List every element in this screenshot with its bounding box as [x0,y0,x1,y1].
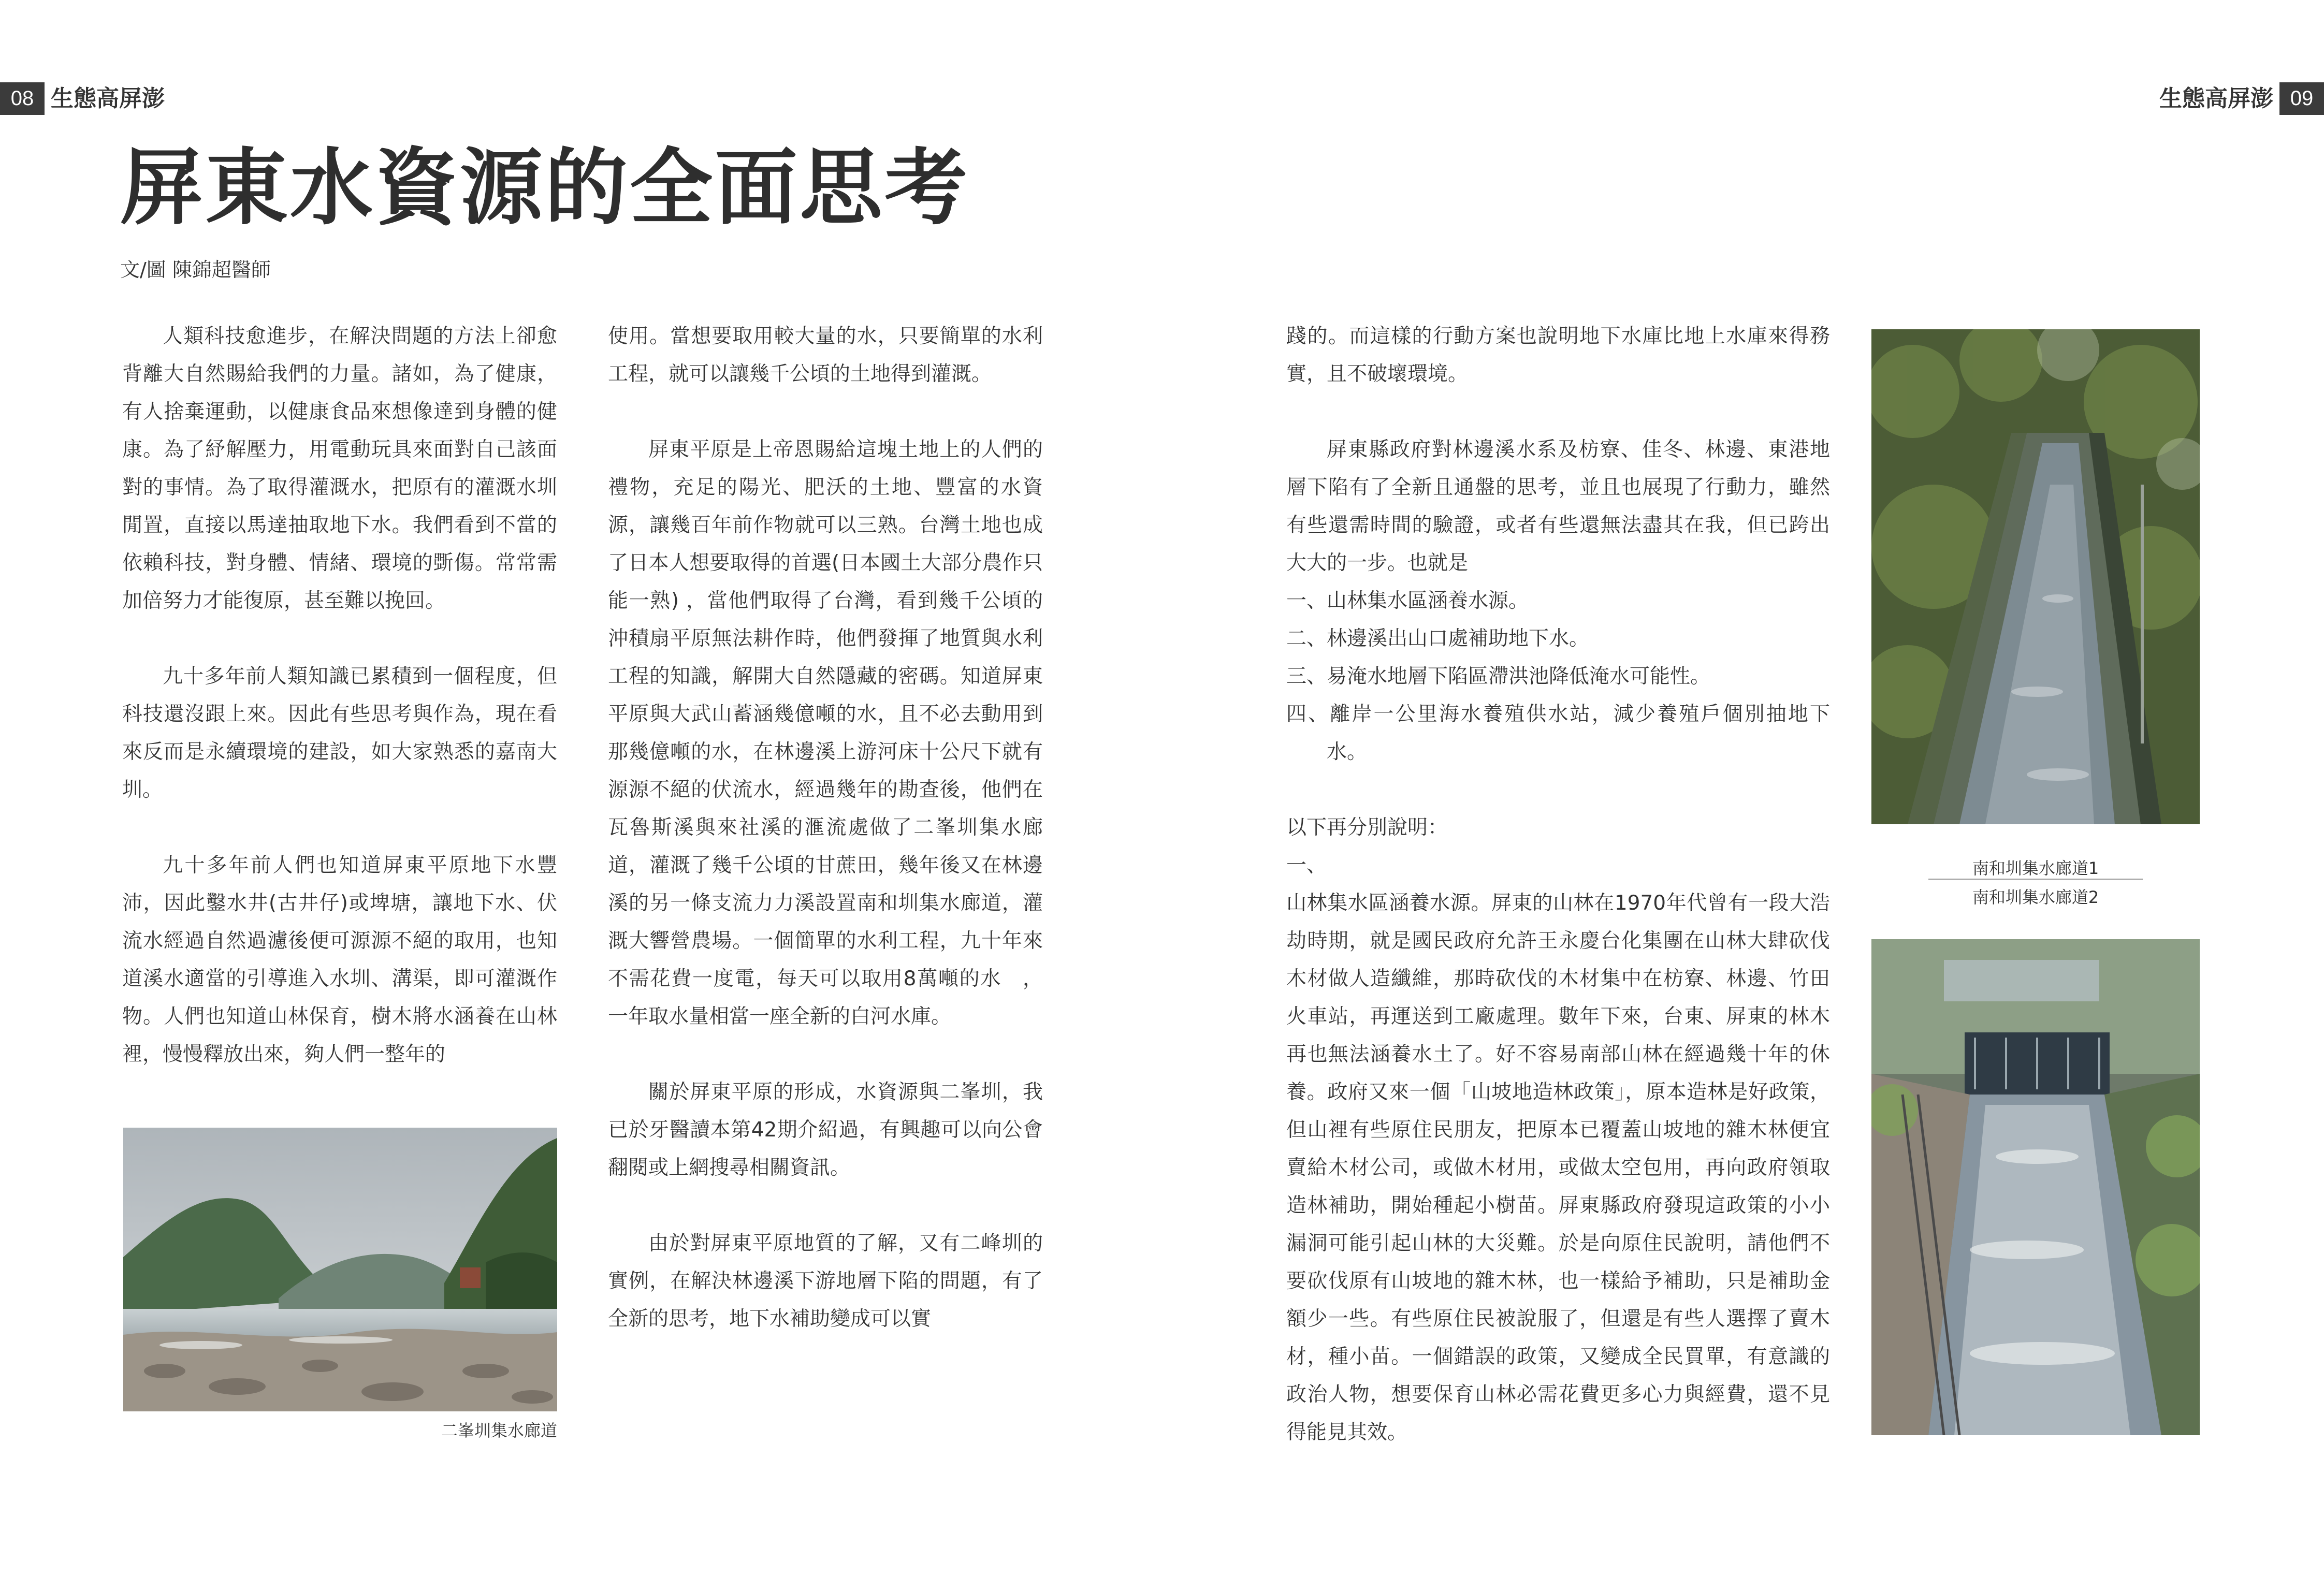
caption-right-photo-2: 南和圳集水廊道2 [1972,887,2099,907]
column-3 [1286,317,1830,1451]
left-section-title: 生態高屏澎 [51,85,165,112]
photo-nanhe-canal-1 [1871,329,2200,824]
column-2 [608,317,1043,1338]
left-page-number: 08 [0,82,45,115]
photo-erfeng-canal [123,1128,557,1411]
paragraph: 九十多年前人類知識已累積到一個程度，但科技還沒跟上來。因此有些思考與作為，現在看來反而是永續環境的建設，如大家熟悉的嘉南大圳。 [122,665,557,801]
column-1 [122,317,557,1073]
paragraph: 使用。當想要取用較大量的水，只要簡單的水利工程，就可以讓幾千公頃的土地得到灌溉。 [608,325,1043,386]
paragraph: 屏東縣政府對林邊溪水系及枋寮、佳冬、林邊、東港地層下陷有了全新且通盤的思考，並且也展現了行動力，雖然有些還需時間的驗證，或者有些還無法盡其在我，但已跨出大大的一步。也就是 [1286,438,1830,575]
caption-divider [1928,879,2143,880]
caption-left-photo: 二峯圳集水廊道 [441,1421,557,1440]
right-page-number: 09 [2279,82,2324,115]
article-title: 屏東水資源的全面思考 [120,139,970,236]
paragraph: 屏東平原是上帝恩賜給這塊土地上的人們的禮物，充足的陽光、肥沃的土地、豐富的水資源，讓幾百年前作物就可以三熟。台灣土地也成了日本人想要取得的首選(日本國土大部分農作只能一熟) ，當他們取得了台灣，看到幾千公頃的沖積扇平原無法耕作時，他們發揮了地質與水利工程的知識，解開大自然隱藏的密碼。知道屏東平原與大武山蓄涵幾億噸的水，且不必去動用到那幾億噸的水，在林邊溪上游河床十公尺下就有源源不絕的伏流水，經過幾年的勘查後，他們在瓦魯斯溪與來社溪的滙流處做了二峯圳集水廊道，灌溉了幾千公頃的甘蔗田，幾年後又在林邊溪的另一條支流力力溪設置南和圳集水廊道，灌溉大響營農場。一個簡單的水利工程，九十年來不需花費一度電，每天可以取用8萬噸的水 ，一年取水量相當一座全新的白河水庫。 [608,438,1043,1028]
paragraph: 九十多年前人們也知道屏東平原地下水豐沛，因此鑿水井(古井仔)或埤塘，讓地下水、伏流水經過自然過濾後便可源源不絕的取用，也知道溪水適當的引導進入水圳、溝渠，即可灌溉作物。人們也知道山林保育，樹木將水涵養在山林裡，慢慢釋放出來，夠人們一整年的 [122,854,557,1066]
right-section-title: 生態高屏澎 [2159,85,2273,112]
paragraph: 人類科技愈進步，在解決問題的方法上卻愈背離大自然賜給我們的力量。諸如，為了健康，有人捨棄運動，以健康食品來想像達到身體的健康。為了紓解壓力，用電動玩具來面對自己該面對的事情。為了取得灌溉水，把原有的灌溉水圳閒置，直接以馬達抽取地下水。我們看到不當的依賴科技，對身體、情緒、環境的斲傷。常常需加倍努力才能復原，甚至難以挽回。 [122,325,557,612]
list-item: 一、山林集水區涵養水源。 [1286,589,1529,612]
action-list [1286,582,1830,771]
photo-nanhe-canal-2 [1871,939,2200,1435]
item-marker: 一、 [1286,854,1327,877]
list-item: 二、林邊溪出山口處補助地下水。 [1286,627,1590,650]
paragraph: 以下再分別說明： [1286,816,1448,839]
paragraph: 關於屏東平原的形成，水資源與二峯圳，我已於牙醫讀本第42期介紹過，有興趣可以向公會翻閱或上網搜尋相關資訊。 [608,1081,1043,1179]
caption-right-photo-1: 南和圳集水廊道1 [1972,858,2099,878]
paragraph: 由於對屏東平原地質的了解，又有二峰圳的實例，在解決林邊溪下游地層下陷的問題，有了全新的思考，地下水補助變成可以實 [608,1232,1043,1331]
list-item: 四、離岸一公里海水養殖供水站，減少養殖戶個別抽地下水。 [1286,703,1830,764]
byline: 文/圖 陳錦超醫師 [120,258,271,281]
list-item: 三、易淹水地層下陷區滯洪池降低淹水可能性。 [1286,665,1711,688]
paragraph: 踐的。而這樣的行動方案也說明地下水庫比地上水庫來得務實，且不破壞環境。 [1286,325,1830,386]
paragraph: 山林集水區涵養水源。屏東的山林在1970年代曾有一段大浩劫時期，就是國民政府允許王永慶台化集團在山林大肆砍伐木材做人造纖維，那時砍伐的木材集中在枋寮、林邊、竹田火車站，再運送到工廠處理。數年下來，台東、屏東的林木再也無法涵養水土了。好不容易南部山林在經過幾十年的休養。政府又來一個「山坡地造林政策」，原本造林是好政策，但山裡有些原住民朋友，把原本已覆蓋山坡地的雜木林便宜賣給木材公司，或做木材用，或做太空包用，再向政府領取造林補助，開始種起小樹苗。屏東縣政府發現這政策的小小漏洞可能引起山林的大災難。於是向原住民說明，請他們不要砍伐原有山坡地的雜木林，也一樣給予補助，只是補助金額少一些。有些原住民被說服了，但還是有些人選擇了賣木材，種小苗。一個錯誤的政策，又變成全民買單，有意識的政治人物，想要保育山林必需花費更多心力與經費，還不見得能見其效。 [1286,892,1830,1444]
